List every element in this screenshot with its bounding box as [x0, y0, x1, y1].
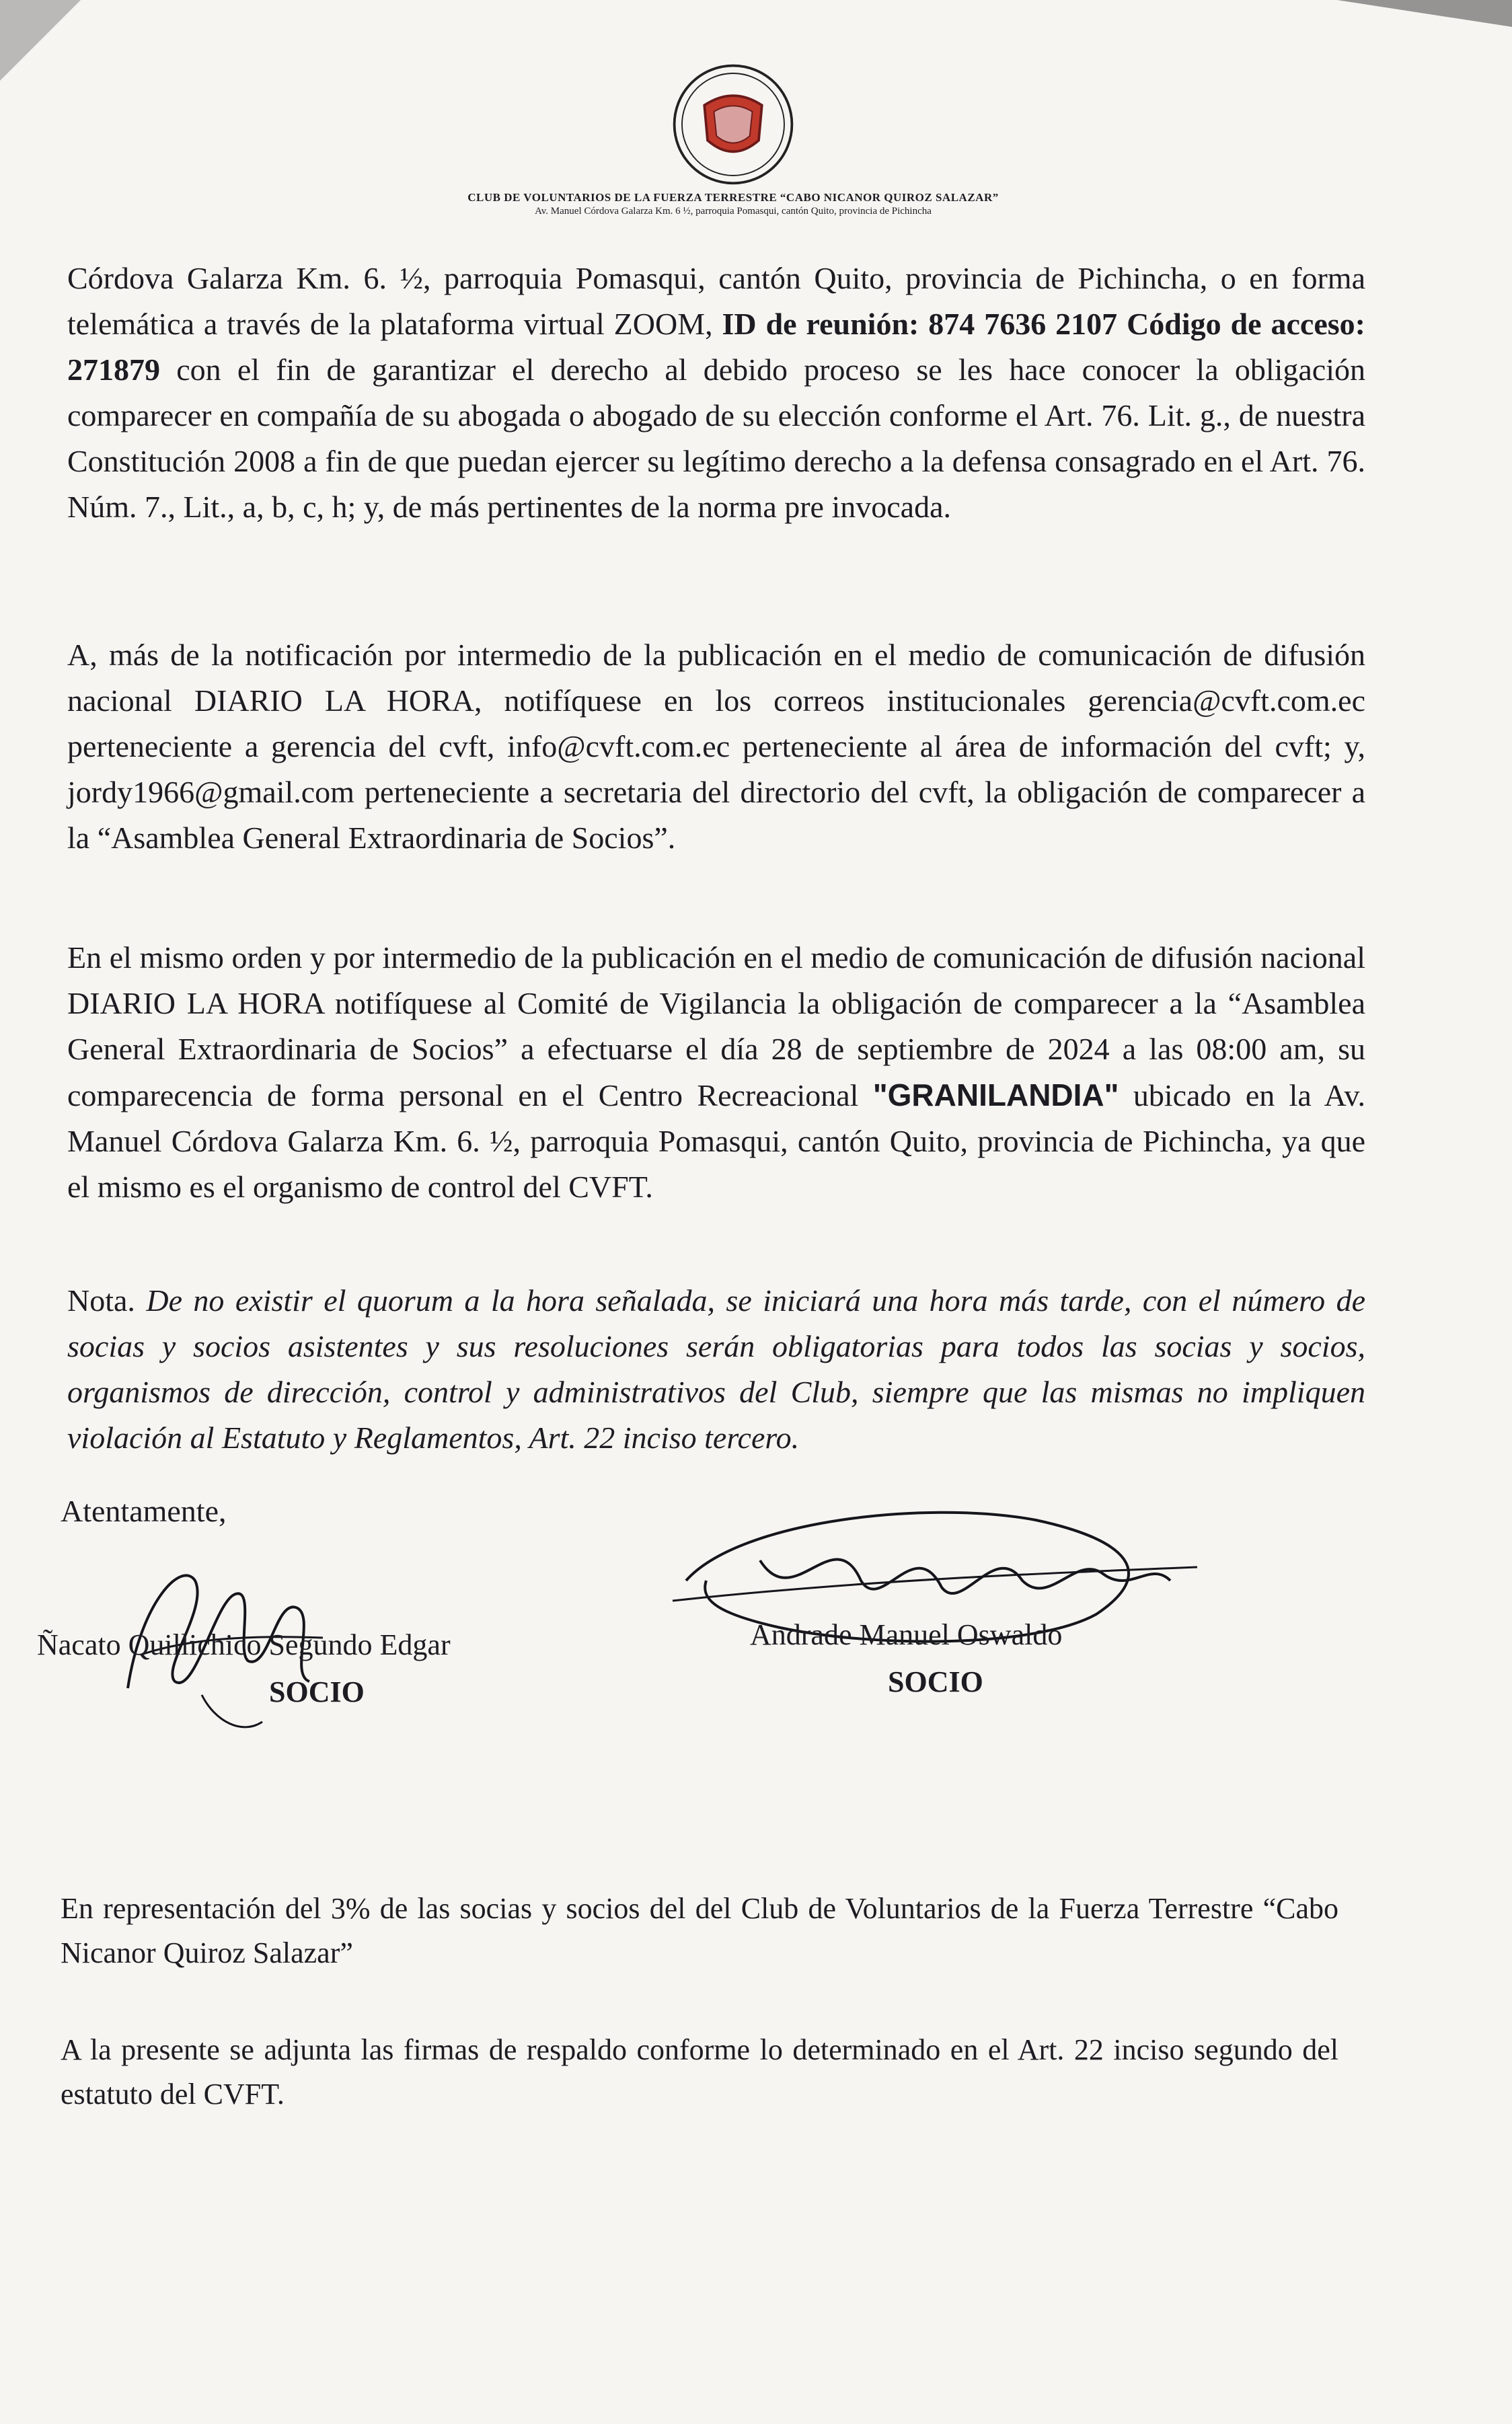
note-text: De no existir el quorum a la hora señalada, se iniciará una hora más tarde, con el número de socias y socios asistentes y sus resoluciones serán obligatorias para todos las socias y socios, organismos de dirección, control y administrativos del Club, siempre que las mismas no impliquen violación al Estatuto y Reglamentos, Art. 22 inciso tercero.	[67, 1283, 1366, 1455]
left-signer-name: Ñacato Quillichico Segundo Edgar	[37, 1628, 451, 1661]
footer-representation: En representación del 3% de las socias y socios del del Club de Voluntarios de la Fuerza Terrestre “Cabo Nicanor Quiroz Salazar”	[61, 1892, 1338, 1969]
left-signer-role: SOCIO	[269, 1675, 365, 1708]
page-corner-shadow	[0, 0, 81, 81]
club-name: CLUB DE VOLUNTARIOS DE LA FUERZA TERRESTRE “CABO NICANOR QUIROZ SALAZAR”	[467, 191, 999, 204]
closing-salutation: Atentamente,	[61, 1494, 227, 1528]
paragraph-note	[67, 1278, 1365, 1461]
venue-name: "GRANILANDIA"	[872, 1077, 1119, 1112]
paragraph-text: Córdova Galarza Km. 6. ½, parroquia Pomasqui, cantón Quito, provincia de Pichincha, o en forma telemática a través de la plataforma virtual ZOOM,	[67, 261, 1365, 341]
club-address: Av. Manuel Córdova Galarza Km. 6 ½, parroquia Pomasqui, cantón Quito, provincia de Pichincha	[535, 206, 932, 217]
club-seal-icon	[669, 61, 797, 188]
right-signer-role: SOCIO	[888, 1665, 983, 1698]
page-corner-shadow-right	[1337, 0, 1512, 27]
right-signer-name: Andrade Manuel Oswaldo	[750, 1618, 1063, 1651]
letterhead	[377, 61, 1090, 217]
paragraph-convocation-details	[67, 256, 1365, 530]
paragraph-text: con el fin de garantizar el derecho al debido proceso se les hace conocer la obligación comparecer en compañía de su abogada o abogado de su elección conforme el Art. 76. Lit. g., de nuestra Constitución 2008 a fin de que puedan ejercer su legítimo derecho a la defensa consagrado en el Art. 76. Núm. 7., Lit., a, b, c, h; y, de más pertinentes de la norma pre invocada.	[67, 352, 1365, 524]
zoom-meeting-id: ID de reunión: 874 7636 2107 Código de acceso: 271879	[67, 307, 1365, 387]
footer-attachment-note: A la presente se adjunta las firmas de respaldo conforme lo determinado en el Art. 22 inciso segundo del estatuto del CVFT.	[61, 2033, 1338, 2111]
note-label: Nota.	[67, 1283, 147, 1318]
paragraph-text: ubicado en la Av. Manuel Córdova Galarza Km. 6. ½, parroquia Pomasqui, cantón Quito, provincia de Pichincha, ya que el mismo es el organismo de control del CVFT.	[67, 1078, 1365, 1204]
paragraph-committee-notification	[67, 935, 1365, 1210]
paragraph-text: En el mismo orden y por intermedio de la publicación en el medio de comunicación de difusión nacional DIARIO LA HORA notifíquese al Comité de Vigilancia la obligación de comparecer a la “Asamblea General Extraordinaria de Socios” a efectuarse el día 28 de septiembre de 2024 a las 08:00 am, su comparecencia de forma personal en el Centro Recreacional	[67, 940, 1365, 1112]
paragraph-email-notification: A, más de la notificación por intermedio de la publicación en el medio de comunicación de difusión nacional DIARIO LA HORA, notifíquese en los correos institucionales gerencia@cvft.com.ec perteneciente a gerencia del cvft, info@cvft.com.ec perteneciente al área de información del cvft; y, jordy1966@gmail.com perteneciente a secretaria del directorio del cvft, la obligación de comparecer a la “Asamblea General Extraordinaria de Socios”.	[67, 638, 1365, 855]
